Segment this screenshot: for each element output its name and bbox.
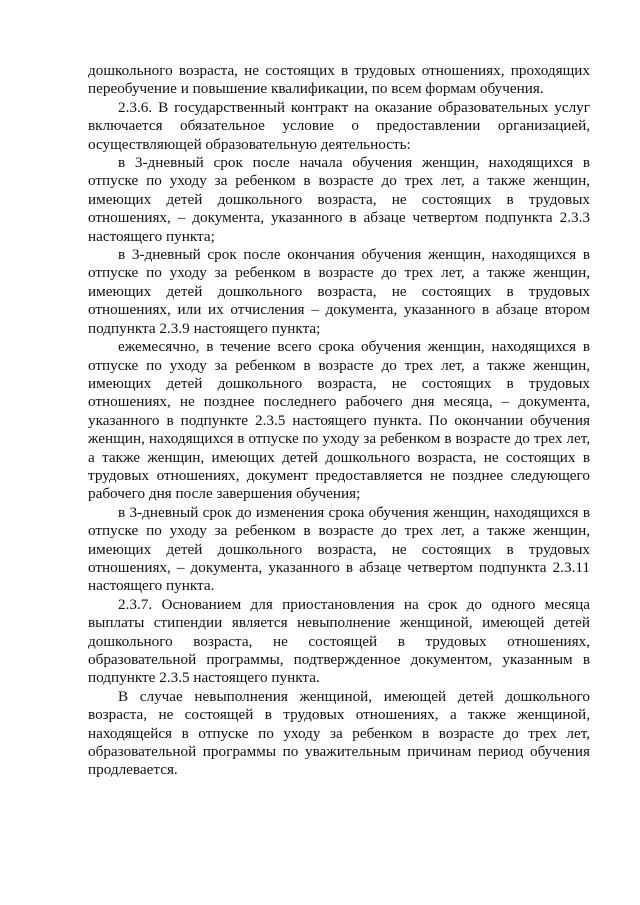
- paragraph-monthly: ежемесячно, в течение всего срока обучения женщин, находящихся в отпуске по уходу за ребенком в возрасте до трех лет, а также женщин, имеющих детей дошкольного возраста, не состоящих в трудовых отношениях, не позднее последнего рабочего дня месяца, – документа, указанного в подпункте 2.3.5 настоящего пункта. По окончании обучения женщин, находящихся в отпуске по уходу за ребенком в возрасте до трех лет, а также женщин, имеющих детей дошкольного возраста, не состоящих в трудовых отношениях, документ предоставляется не позднее следующего рабочего дня после завершения обучения;: [88, 338, 590, 503]
- paragraph-continuation: дошкольного возраста, не состоящих в трудовых отношениях, проходящих переобучение и повышение квалификации, по всем формам обучения.: [88, 62, 590, 98]
- paragraph-extension: В случае невыполнения женщиной, имеющей детей дошкольного возраста, не состоящей в трудовых отношениях, а также женщиной, находящейся в отпуске по уходу за ребенком в возрасте до трех лет, образовательной программы по уважительным причинам период обучения продлевается.: [88, 687, 590, 779]
- paragraph-2-3-6: 2.3.6. В государственный контракт на оказание образовательных услуг включается обязательное условие о предоставлении организацией, осуществляющей образовательную деятельность:: [88, 98, 590, 153]
- document-page: [88, 62, 590, 780]
- paragraph-end-of-training: в 3-дневный срок после окончания обучения женщин, находящихся в отпуске по уходу за ребенком в возрасте до трех лет, а также женщин, имеющих детей дошкольного возраста, не состоящих в трудовых отношениях, или их отчисления – документа, указанного в абзаце втором подпункта 2.3.9 настоящего пункта;: [88, 246, 590, 337]
- paragraph-2-3-7: 2.3.7. Основанием для приостановления на срок до одного месяца выплаты стипендии является невыполнение женщиной, имеющей детей дошкольного возраста, не состоящей в трудовых отношениях, образовательной программы, подтвержденное документом, указанным в подпункте 2.3.5 настоящего пункта.: [88, 595, 590, 687]
- paragraph-term-change: в 3-дневный срок до изменения срока обучения женщин, находящихся в отпуске по уходу за ребенком в возрасте до трех лет, а также женщин, имеющих детей дошкольного возраста, не состоящих в трудовых отношениях, – документа, указанного в абзаце четвертом подпункта 2.3.11 настоящего пункта.: [88, 503, 590, 595]
- paragraph-start-of-training: в 3-дневный срок после начала обучения женщин, находящихся в отпуске по уходу за ребенком в возрасте до трех лет, а также женщин, имеющих детей дошкольного возраста, не состоящих в трудовых отношениях, – документа, указанного в абзаце четвертом подпункта 2.3.3 настоящего пункта;: [88, 154, 590, 245]
